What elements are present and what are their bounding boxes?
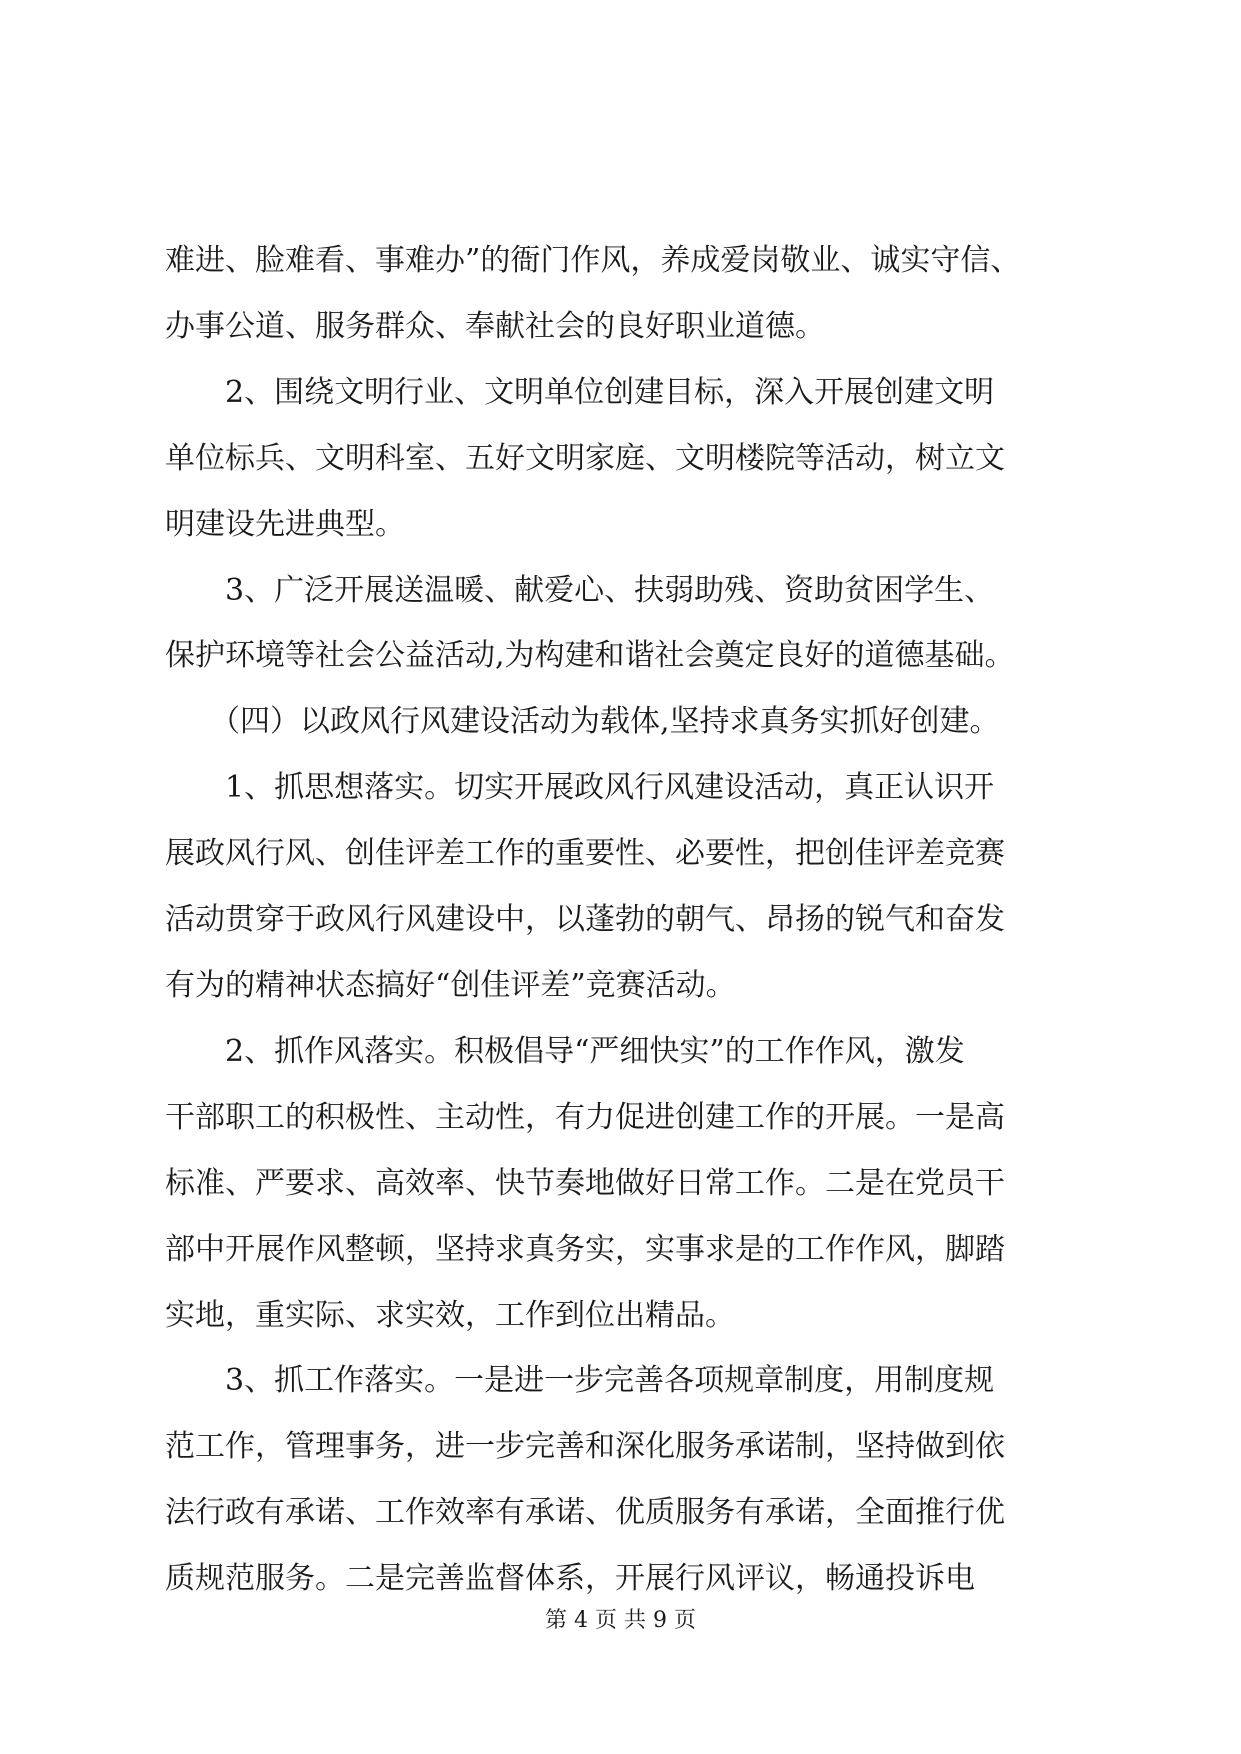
text-line: 1、抓思想落实。切实开展政风行风建设活动，真正认识开 [165, 770, 995, 806]
page-footer [0, 1606, 1241, 1636]
text-line: 办事公道、服务群众、奉献社会的良好职业道德。 [165, 308, 825, 344]
text-line: 质规范服务。二是完善监督体系，开展行风评议，畅通投诉电 [165, 1561, 975, 1597]
text-block [165, 228, 1077, 1612]
body-text [165, 228, 1077, 1612]
text-line: 难进、脸难看、事难办”的衙门作风，养成爱岗敬业、诚实守信、 [165, 243, 1021, 278]
text-line: 3、抓工作落实。一是进一步完善各项规章制度，用制度规 [165, 1363, 995, 1399]
text-line: 保护环境等社会公益活动,为构建和谐社会奠定良好的道德基础。 [165, 638, 1015, 674]
text-line: 单位标兵、文明科室、五好文明家庭、文明楼院等活动，树立文 [165, 440, 1005, 476]
section-heading: （四）以政风行风建设活动为载体,坚持求真务实抓好创建。 [165, 704, 1000, 740]
text-line: 2、围绕文明行业、文明单位创建目标，深入开展创建文明 [165, 374, 995, 410]
page-number: 第 4 页 共 9 页 [545, 1608, 696, 1633]
text-line: 范工作，管理事务，进一步完善和深化服务承诺制，坚持做到依 [165, 1429, 1005, 1465]
text-line: 2、抓作风落实。积极倡导“严细快实”的工作作风，激发 [165, 1033, 965, 1069]
text-line: 有为的精神状态搞好“创佳评差”竞赛活动。 [165, 967, 736, 1003]
text-line: 法行政有承诺、工作效率有承诺、优质服务有承诺，全面推行优 [165, 1495, 1005, 1531]
text-line: 展政风行风、创佳评差工作的重要性、必要性，把创佳评差竞赛 [165, 836, 1005, 872]
text-line: 实地，重实际、求实效，工作到位出精品。 [165, 1297, 735, 1333]
text-line: 干部职工的积极性、主动性，有力促进创建工作的开展。一是高 [165, 1099, 1005, 1135]
text-line: 标准、严要求、高效率、快节奏地做好日常工作。二是在党员干 [165, 1165, 1005, 1201]
text-line: 部中开展作风整顿，坚持求真务实，实事求是的工作作风，脚踏 [165, 1231, 1005, 1267]
text-line: 3、广泛开展送温暖、献爱心、扶弱助残、资助贫困学生、 [165, 572, 995, 608]
text-line: 明建设先进典型。 [165, 506, 405, 542]
text-line: 活动贯穿于政风行风建设中，以蓬勃的朝气、昂扬的锐气和奋发 [165, 902, 1005, 938]
